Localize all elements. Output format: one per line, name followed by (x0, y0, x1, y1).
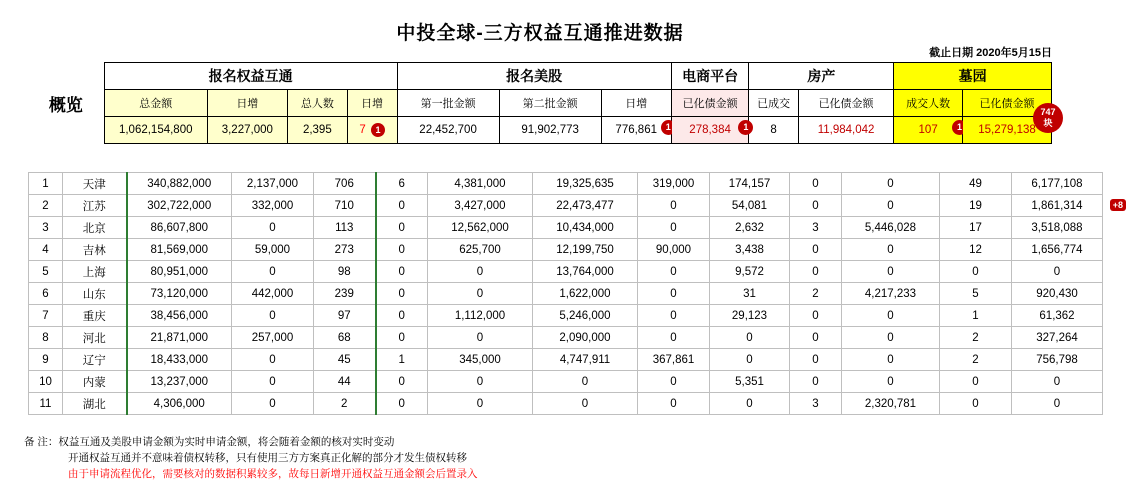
row-daily-people: 0 (376, 283, 428, 305)
notes-label: 备 注： (24, 436, 59, 448)
summary-group-row (104, 63, 1051, 90)
row-batch1: 0 (428, 261, 533, 283)
row-daily-amount: 0 (232, 305, 314, 327)
row-property-resolved: 0 (842, 195, 940, 217)
row-usstock-daily: 90,000 (638, 239, 710, 261)
table-row (29, 173, 1103, 195)
val-total-people: 2,395 (287, 117, 347, 144)
row-cemetery-people: 1 (940, 305, 1012, 327)
overview-label: 概览 (48, 95, 83, 115)
row-property-closed: 0 (790, 371, 842, 393)
table-row (29, 393, 1103, 415)
row-cemetery-people: 0 (940, 371, 1012, 393)
val-property-closed: 8 (749, 117, 798, 144)
row-batch1: 3,427,000 (428, 195, 533, 217)
val-cemetery-resolved (962, 107, 1056, 144)
row-daily-amount: 332,000 (232, 195, 314, 217)
row-total-amount: 80,951,000 (127, 261, 232, 283)
val-daily-people (347, 117, 397, 144)
row-total-amount: 302,722,000 (127, 195, 232, 217)
row-batch2: 19,325,635 (533, 173, 638, 195)
row-total-people: 273 (314, 239, 376, 261)
val-property-resolved: 11,984,042 (798, 117, 893, 144)
val-cemetery-people-text: 107 (918, 124, 938, 136)
val-batch2-amount: 91,902,773 (499, 117, 601, 144)
row-batch1: 4,381,000 (428, 173, 533, 195)
row-batch1: 0 (428, 371, 533, 393)
detail-table-body (29, 173, 1123, 415)
row-cemetery-people: 0 (940, 261, 1012, 283)
row-property-closed: 3 (790, 393, 842, 415)
alert-badge-daily-people: 1 (371, 123, 385, 137)
row-property-resolved: 0 (842, 239, 940, 261)
row-total-people: 239 (314, 283, 376, 305)
row-property-closed: 3 (790, 217, 842, 239)
row-cemetery-people: 17 (940, 217, 1012, 239)
row-batch2: 22,473,477 (533, 195, 638, 217)
val-usstock-daily (601, 117, 671, 144)
row-ecommerce: 31 (710, 283, 790, 305)
group-property: 房产 (749, 63, 894, 90)
summary-section (28, 62, 1056, 144)
alert-badge-cemetery-blocks (1033, 103, 1063, 133)
row-property-closed: 0 (790, 173, 842, 195)
notes-line-3: 由于申请流程优化，需要核对的数据积累较多，故每日新增开通权益互通金额会后置录入 (68, 468, 478, 480)
row-usstock-daily: 0 (638, 371, 710, 393)
row-province: 内蒙 (63, 371, 127, 393)
row-cemetery-people: 19 (940, 195, 1012, 217)
row-total-amount: 18,433,000 (127, 349, 232, 371)
col-ecommerce-resolved: 已化债金额 (671, 90, 749, 117)
row-batch1: 1,112,000 (428, 305, 533, 327)
row-total-people: 97 (314, 305, 376, 327)
row-batch2: 4,747,911 (533, 349, 638, 371)
row-index: 6 (29, 283, 63, 305)
row-property-resolved: 0 (842, 327, 940, 349)
row-batch1: 0 (428, 283, 533, 305)
col-cemetery-people: 成交人数 (894, 90, 963, 117)
row-province: 山东 (63, 283, 127, 305)
row-index: 11 (29, 393, 63, 415)
group-cemetery: 墓园 (894, 63, 1052, 90)
row-daily-people: 0 (376, 217, 428, 239)
row-ecommerce: 174,157 (710, 173, 790, 195)
row-batch2: 10,434,000 (533, 217, 638, 239)
row-property-closed: 0 (790, 195, 842, 217)
row-batch2: 0 (533, 393, 638, 415)
row-property-resolved: 2,320,781 (842, 393, 940, 415)
row-province: 重庆 (63, 305, 127, 327)
row-cemetery-resolved-text: 1,861,314 (1031, 199, 1083, 212)
row-ecommerce: 29,123 (710, 305, 790, 327)
row-property-closed: 2 (790, 283, 842, 305)
row-ecommerce: 0 (710, 327, 790, 349)
alert-badge-ecommerce: 1 (738, 120, 753, 135)
row-cemetery-resolved: 0 (1012, 393, 1103, 415)
row-total-amount: 13,237,000 (127, 371, 232, 393)
summary-value-row (104, 117, 1051, 144)
row-total-amount: 86,607,800 (127, 217, 232, 239)
summary-header-row (104, 90, 1051, 117)
row-batch2: 12,199,750 (533, 239, 638, 261)
row-total-people: 45 (314, 349, 376, 371)
row-daily-people: 6 (376, 173, 428, 195)
row-daily-amount: 0 (232, 217, 314, 239)
row-batch1: 625,700 (428, 239, 533, 261)
row-daily-amount: 0 (232, 349, 314, 371)
val-batch1-amount: 22,452,700 (397, 117, 499, 144)
row-total-amount: 340,882,000 (127, 173, 232, 195)
row-usstock-daily: 367,861 (638, 349, 710, 371)
row-daily-people: 0 (376, 195, 428, 217)
row-usstock-daily: 0 (638, 261, 710, 283)
row-batch1: 12,562,000 (428, 217, 533, 239)
notes-block (24, 434, 478, 482)
row-ecommerce: 2,632 (710, 217, 790, 239)
row-property-resolved: 4,217,233 (842, 283, 940, 305)
notes-line-2: 开通权益互通并不意味着债权转移，只有使用三方方案真正化解的部分才发生债权转移 (68, 452, 467, 464)
row-usstock-daily: 0 (638, 305, 710, 327)
col-total-amount: 总金额 (104, 90, 207, 117)
group-rights: 报名权益互通 (104, 63, 397, 90)
row-ecommerce: 0 (710, 349, 790, 371)
col-daily-people: 日增 (347, 90, 397, 117)
row-index: 5 (29, 261, 63, 283)
delta-badge: +8 (1110, 199, 1126, 211)
row-province: 河北 (63, 327, 127, 349)
row-cemetery-resolved: 3,518,088 (1012, 217, 1103, 239)
row-daily-amount: 0 (232, 261, 314, 283)
col-cemetery-resolved: 已化债金额 (962, 90, 1051, 117)
row-index: 7 (29, 305, 63, 327)
row-daily-people: 0 (376, 327, 428, 349)
row-total-people: 706 (314, 173, 376, 195)
val-ecommerce-resolved-text: 278,384 (689, 124, 731, 136)
row-cemetery-resolved: 61,362 (1012, 305, 1103, 327)
row-ecommerce: 54,081 (710, 195, 790, 217)
row-total-amount: 38,456,000 (127, 305, 232, 327)
summary-table (104, 62, 1056, 144)
row-cemetery-resolved: 0 (1012, 261, 1103, 283)
row-cemetery-resolved: 327,264 (1012, 327, 1103, 349)
row-province: 湖北 (63, 393, 127, 415)
row-total-amount: 21,871,000 (127, 327, 232, 349)
row-daily-amount: 0 (232, 393, 314, 415)
row-cemetery-resolved: 756,798 (1012, 349, 1103, 371)
row-province: 天津 (63, 173, 127, 195)
row-daily-amount: 442,000 (232, 283, 314, 305)
col-usstock-daily: 日增 (601, 90, 671, 117)
row-daily-people: 0 (376, 393, 428, 415)
row-property-closed: 0 (790, 327, 842, 349)
row-daily-people: 0 (376, 371, 428, 393)
row-total-people: 68 (314, 327, 376, 349)
row-total-people: 113 (314, 217, 376, 239)
group-usstock: 报名美股 (397, 63, 671, 90)
row-cemetery-people: 49 (940, 173, 1012, 195)
row-property-resolved: 0 (842, 371, 940, 393)
table-row (29, 349, 1103, 371)
col-daily-amount: 日增 (207, 90, 287, 117)
row-property-closed: 0 (790, 261, 842, 283)
col-batch1-amount: 第一批金额 (397, 90, 499, 117)
notes-text-1: 权益互通及美股申请金额为实时申请金额，将会随着金额的核对实时变动 (58, 436, 395, 448)
row-ecommerce: 3,438 (710, 239, 790, 261)
alert-badge-cemetery-people: 1 (952, 120, 967, 135)
row-index: 10 (29, 371, 63, 393)
row-usstock-daily: 0 (638, 195, 710, 217)
row-daily-amount: 2,137,000 (232, 173, 314, 195)
row-property-resolved: 0 (842, 261, 940, 283)
row-cemetery-resolved: 1,656,774 (1012, 239, 1103, 261)
table-row (29, 217, 1103, 239)
row-index: 1 (29, 173, 63, 195)
alert-badge-usstock-daily: 1 (661, 120, 676, 135)
row-cemetery-resolved: 920,430 (1012, 283, 1103, 305)
row-usstock-daily: 319,000 (638, 173, 710, 195)
val-total-amount: 1,062,154,800 (104, 117, 207, 144)
detail-table (28, 172, 1123, 415)
row-total-people: 98 (314, 261, 376, 283)
row-province: 北京 (63, 217, 127, 239)
col-batch2-amount: 第二批金额 (499, 90, 601, 117)
row-batch2: 5,246,000 (533, 305, 638, 327)
row-daily-amount: 0 (232, 371, 314, 393)
row-cemetery-people: 12 (940, 239, 1012, 261)
row-index: 3 (29, 217, 63, 239)
row-total-amount: 73,120,000 (127, 283, 232, 305)
table-row (29, 261, 1103, 283)
row-batch2: 13,764,000 (533, 261, 638, 283)
row-daily-people: 1 (376, 349, 428, 371)
as-of-date: 截止日期 2020年5月15日 (929, 47, 1052, 59)
table-row (29, 239, 1103, 261)
val-daily-amount: 3,227,000 (207, 117, 287, 144)
row-cemetery-resolved: 6,177,108 (1012, 173, 1103, 195)
row-ecommerce: 0 (710, 393, 790, 415)
row-usstock-daily: 0 (638, 327, 710, 349)
group-ecommerce: 电商平台 (671, 63, 749, 90)
row-total-amount: 4,306,000 (127, 393, 232, 415)
row-index: 4 (29, 239, 63, 261)
row-province: 上海 (63, 261, 127, 283)
row-index: 2 (29, 195, 63, 217)
row-total-amount: 81,569,000 (127, 239, 232, 261)
row-batch2: 2,090,000 (533, 327, 638, 349)
row-property-resolved: 0 (842, 305, 940, 327)
row-ecommerce: 9,572 (710, 261, 790, 283)
row-usstock-daily: 0 (638, 283, 710, 305)
row-batch1: 0 (428, 393, 533, 415)
col-property-resolved: 已化债金额 (798, 90, 893, 117)
row-index: 9 (29, 349, 63, 371)
row-property-resolved: 0 (842, 349, 940, 371)
row-daily-amount: 59,000 (232, 239, 314, 261)
col-total-people: 总人数 (287, 90, 347, 117)
row-province: 吉林 (63, 239, 127, 261)
table-row (29, 305, 1103, 327)
row-usstock-daily: 0 (638, 393, 710, 415)
row-index: 8 (29, 327, 63, 349)
row-property-closed: 0 (790, 239, 842, 261)
row-batch2: 0 (533, 371, 638, 393)
col-property-closed: 已成交 (749, 90, 798, 117)
row-batch1: 0 (428, 327, 533, 349)
table-row (29, 195, 1103, 217)
cemetery-blocks-count: 747 (1040, 107, 1056, 117)
val-ecommerce-resolved (671, 117, 749, 144)
row-property-closed: 0 (790, 305, 842, 327)
row-daily-amount: 257,000 (232, 327, 314, 349)
val-usstock-daily-text: 776,861 (615, 124, 657, 136)
row-total-people: 710 (314, 195, 376, 217)
table-row (29, 283, 1103, 305)
table-row (29, 371, 1103, 393)
row-cemetery-people: 0 (940, 393, 1012, 415)
val-cemetery-resolved-text: 15,279,138 (978, 124, 1036, 136)
row-property-closed: 0 (790, 349, 842, 371)
cemetery-blocks-unit: 块 (1043, 118, 1053, 128)
val-daily-people-text: 7 (359, 124, 366, 137)
val-cemetery-people (894, 117, 963, 144)
notes-line-1 (24, 434, 478, 450)
row-property-resolved: 0 (842, 173, 940, 195)
row-daily-people: 0 (376, 305, 428, 327)
row-total-people: 44 (314, 371, 376, 393)
row-total-people: 2 (314, 393, 376, 415)
row-province: 江苏 (63, 195, 127, 217)
row-cemetery-people: 2 (940, 327, 1012, 349)
row-province: 辽宁 (63, 349, 127, 371)
row-property-resolved: 5,446,028 (842, 217, 940, 239)
row-daily-people: 0 (376, 261, 428, 283)
table-row (29, 327, 1103, 349)
row-cemetery-people: 5 (940, 283, 1012, 305)
row-batch1: 345,000 (428, 349, 533, 371)
row-cemetery-resolved (1012, 195, 1123, 217)
row-usstock-daily: 0 (638, 217, 710, 239)
row-cemetery-resolved: 0 (1012, 371, 1103, 393)
row-batch2: 1,622,000 (533, 283, 638, 305)
page-title: 中投全球-三方权益互通推进数据 (396, 23, 684, 44)
row-ecommerce: 5,351 (710, 371, 790, 393)
row-daily-people: 0 (376, 239, 428, 261)
row-cemetery-people: 2 (940, 349, 1012, 371)
